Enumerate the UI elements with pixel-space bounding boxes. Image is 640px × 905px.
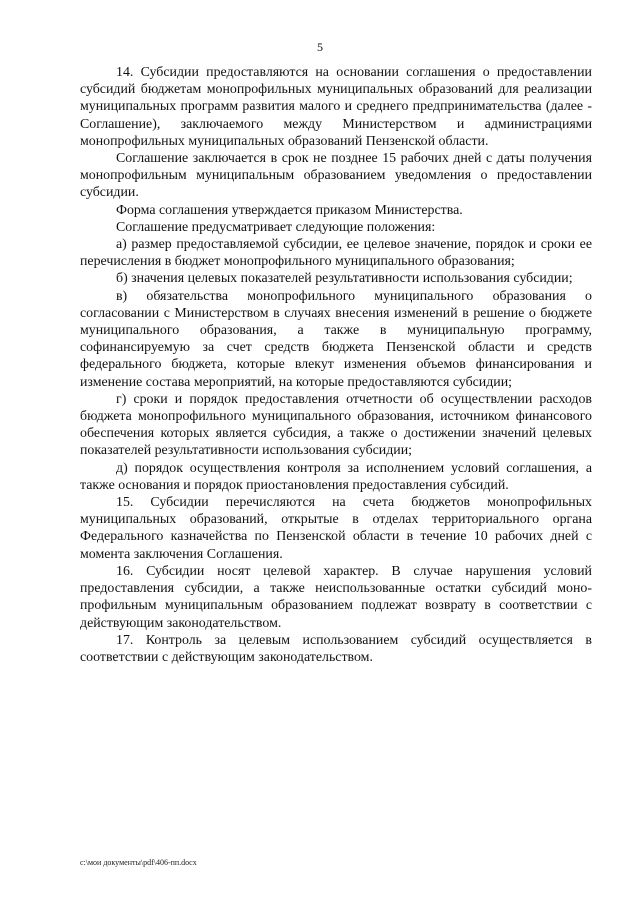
paragraph-agreement-term: Соглашение заключается в срок не позднее 15 рабочих дней с даты получения монопрофильным муниципальным образованием уведомления о предоставлении субсидии. bbox=[80, 151, 592, 201]
paragraph-17: 17. Контроль за целевым использованием субсидий осуществляется в соответствии с действующим законодательством. bbox=[80, 632, 592, 665]
document-body bbox=[80, 64, 592, 666]
paragraph-item-b: б) значения целевых показателей результативности использования субсидии; bbox=[116, 271, 573, 287]
paragraph-14: 14. Субсидии предоставляются на основании соглашения о предоставлении субсидий бюджетам монопрофильных муниципальных образований для реализации муниципальных программ развития малого и среднего предпринимательства (далее - Соглашение), заключаемого между Министерством и администрациями монопрофильных муниципальных образований Пензенской области. bbox=[80, 65, 592, 149]
paragraph-agreement-provisions: Соглашение предусматривает следующие положения: bbox=[116, 219, 436, 235]
paragraph-item-g: г) сроки и порядок предоставления отчетности об осуществлении расходов бюджета монопрофильного муниципального образования, источником финансового обеспечения которых является субсидия, а также о достижении значений целевых показателей результативности использования субсидии; bbox=[80, 391, 592, 459]
paragraph-16: 16. Субсидии носят целевой характер. В случае нарушения условий предоставления субсидии, а также неиспользованные остатки субсидий монопрофильным муниципальным образованием подлежат возврату в соответствии с действующим законодательством. bbox=[80, 563, 592, 631]
paragraph-15: 15. Субсидии перечисляются на счета бюджетов монопрофильных муниципальных образований, открытые в отделах территориального органа Федерального казначейства по Пензенской области в течение 10 рабочих дней с момента заключения Соглашения. bbox=[80, 495, 592, 562]
page-number: 5 bbox=[317, 40, 323, 54]
file-path-footer: c:\мои документы\pdf\406-пп.docx bbox=[80, 858, 197, 867]
paragraph-item-a: а) размер предоставляемой субсидии, ее целевое значение, порядок и сроки ее перечисления в бюджет монопрофильного муниципального образования; bbox=[80, 237, 592, 270]
paragraph-item-d: д) порядок осуществления контроля за исполнением условий соглашения, а также основания и порядок приостановления предоставления субсидий. bbox=[80, 460, 592, 493]
paragraph-item-v: в) обязательства монопрофильного муниципального образования о согласовании с Министерством в случаях внесения изменений в решение о бюджете муниципального образования, а также в муниципальную программу, софинансируемую за счет средств бюджета Пензенской области и средств федерального бюджета, которые влекут изменения объемов финансирования и изменение состава мероприятий, на которые предоставляются субсидии; bbox=[80, 288, 592, 390]
paragraph-agreement-form: Форма соглашения утверждается приказом Министерства. bbox=[116, 202, 463, 218]
